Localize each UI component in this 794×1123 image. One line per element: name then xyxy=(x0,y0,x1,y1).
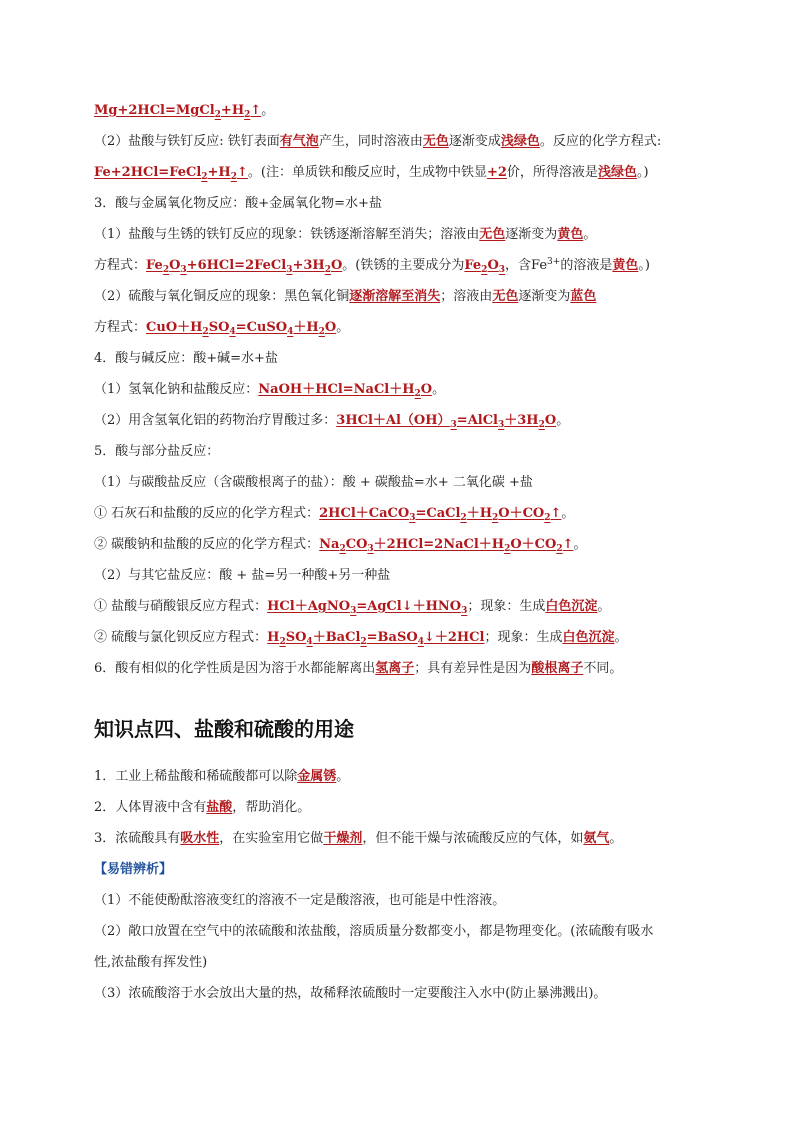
body-text: 。 xyxy=(561,506,575,521)
body-text: 价，所得溶液是 xyxy=(506,165,598,180)
answer-text: 2 xyxy=(414,389,421,399)
body-text: 。 xyxy=(583,227,597,242)
body-text: （3）浓硫酸溶于水会放出大量的热，故稀释浓硫酸时一定要酸注入水中(防止暴沸溅出)。 xyxy=(94,986,607,1001)
answer-text: O xyxy=(169,258,181,273)
body-text: （1）不能使酚酞溶液变红的溶液不一定是酸溶液，也可能是中性溶液。 xyxy=(94,893,506,908)
section-heading: 知识点四、盐酸和硫酸的用途 xyxy=(94,717,354,741)
answer-text: 2 xyxy=(318,327,325,337)
body-text: 。(铁锈的主要成分为 xyxy=(342,258,465,273)
answer-text: Fe xyxy=(464,258,482,273)
body-text: 的溶液是 xyxy=(560,258,613,273)
body-text: 。(注：单质铁和酸反应时，生成物中铁显 xyxy=(247,165,487,180)
text-line xyxy=(94,318,714,338)
answer-text: 3 xyxy=(350,606,357,616)
answer-text: Mg+2HCl=MgCl xyxy=(94,103,215,118)
body-text: （2）用含氢氧化铝的药物治疗胃酸过多： xyxy=(94,413,337,428)
text-line xyxy=(94,628,714,648)
answer-text: +2 xyxy=(486,165,507,180)
answer-text: 2 xyxy=(481,265,488,275)
answer-text: 2 xyxy=(201,172,208,182)
answer-text: 2 xyxy=(230,172,237,182)
answer-text: ＋2HCl=2NaCl＋H xyxy=(373,537,505,552)
answer-text: =AgCl↓＋HNO xyxy=(356,599,462,614)
answer-text: 2 xyxy=(244,110,251,120)
body-text: 5．酸与部分盐反应： xyxy=(94,444,220,459)
answer-text: 2 xyxy=(538,420,545,430)
body-text: ① 石灰石和盐酸的反应的化学方程式： xyxy=(94,506,320,521)
answer-text: +H xyxy=(220,103,245,118)
answer-text: O xyxy=(487,258,499,273)
body-text: ，但不能干燥与浓硫酸反应的气体，如 xyxy=(362,831,584,846)
body-text: ；具有差异性是因为 xyxy=(414,661,532,676)
answer-text: 氨气 xyxy=(583,831,610,846)
answer-text: =AlCl xyxy=(456,413,498,428)
body-text: 。反应的化学方程式: xyxy=(539,134,662,149)
text-line xyxy=(94,891,714,911)
answer-text: 浅绿色 xyxy=(597,165,637,180)
answer-text: 2 xyxy=(214,110,221,120)
answer-text: O xyxy=(544,413,557,428)
body-text: 。 xyxy=(614,630,628,645)
answer-text: CuO＋H xyxy=(146,320,203,335)
answer-text: 3 xyxy=(367,544,374,554)
answer-text: Na xyxy=(319,537,340,552)
text-line xyxy=(94,194,714,214)
answer-text: ＋H xyxy=(293,320,319,335)
answer-text: CO xyxy=(345,537,368,552)
answer-text: Fe+2HCl=FeCl xyxy=(94,165,202,180)
body-text: 性,浓盐酸有挥发性) xyxy=(94,955,208,970)
text-line xyxy=(94,597,714,617)
answer-text: 4 xyxy=(306,637,313,647)
body-text: 。 xyxy=(609,831,623,846)
text-line xyxy=(94,504,714,524)
text-line xyxy=(94,566,714,586)
body-text: ② 碳酸钠和盐酸的反应的化学方程式： xyxy=(94,537,320,552)
body-text: 6．酸有相似的化学性质是因为溶于水都能解离出 xyxy=(94,661,376,676)
text-line xyxy=(94,984,714,1004)
answer-text: 3HCl＋Al（OH） xyxy=(336,413,451,428)
body-text: 逐渐变为 xyxy=(518,289,571,304)
text-line xyxy=(94,225,714,245)
answer-text: 3 xyxy=(498,265,506,275)
answer-text: 无色 xyxy=(492,289,519,304)
body-text: （1）盐酸与生锈的铁钉反应的现象：铁锈逐渐溶解至消失；溶液由 xyxy=(94,227,480,242)
body-text: 。 xyxy=(573,537,587,552)
answer-text: H xyxy=(267,630,280,645)
answer-text: ↓＋2HCl xyxy=(423,630,485,645)
text-line xyxy=(94,659,714,679)
answer-text: 金属锈 xyxy=(297,769,337,784)
body-text: 。 xyxy=(336,320,350,335)
body-text: 2．人体胃液中含有 xyxy=(94,800,207,815)
body-text: （1）与碳酸盐反应（含碳酸根离子的盐）：酸 + 碳酸盐=水+ 二氧化碳 +盐 xyxy=(94,475,533,490)
answer-text: O xyxy=(324,320,337,335)
text-line xyxy=(94,411,714,431)
answer-text: O xyxy=(330,258,343,273)
text-line xyxy=(94,101,714,121)
answer-text: 逐渐溶解至消失 xyxy=(349,289,441,304)
answer-text: =CaCl xyxy=(415,506,461,521)
answer-text: 黄色 xyxy=(612,258,639,273)
body-text: 4．酸与碱反应：酸+碱=水+盐 xyxy=(94,351,278,366)
answer-text: 2 xyxy=(504,544,511,554)
answer-text: 2 xyxy=(202,327,209,337)
body-text: ；溶液由 xyxy=(440,289,493,304)
text-line xyxy=(94,287,714,307)
answer-text: 黄色 xyxy=(557,227,584,242)
answer-text: 3 xyxy=(461,606,468,616)
answer-text: +6HCl=2FeCl xyxy=(186,258,287,273)
text-line xyxy=(94,953,714,973)
answer-text: 2 xyxy=(279,637,286,647)
body-text: 。 xyxy=(556,413,570,428)
answer-text: Fe xyxy=(146,258,163,273)
answer-text: 无色 xyxy=(479,227,506,242)
body-text: 逐渐变成 xyxy=(448,134,501,149)
body-text: ；现象：生成 xyxy=(467,599,546,614)
answer-text: 4 xyxy=(417,637,424,647)
text-line xyxy=(94,163,714,183)
answer-text: 3 xyxy=(286,265,293,275)
answer-text: ↑ xyxy=(250,103,262,118)
body-text: 【易错辨析】 xyxy=(94,862,173,877)
body-text: 3．浓硫酸具有 xyxy=(94,831,181,846)
answer-text: 2HCl＋CaCO xyxy=(319,506,410,521)
answer-text: NaOH＋HCl=NaCl＋H xyxy=(258,382,415,397)
answer-text: 干燥剂 xyxy=(323,831,363,846)
text-line xyxy=(94,473,714,493)
answer-text: 蓝色 xyxy=(570,289,597,304)
answer-text: 4 xyxy=(229,327,236,337)
answer-text: ＋3H xyxy=(504,413,539,428)
answer-text: 2 xyxy=(460,513,467,523)
answer-text: 3 xyxy=(498,420,505,430)
body-text: 3．酸与金属氧化物反应：酸+金属氧化物=水+盐 xyxy=(94,196,382,211)
answer-text: 3 xyxy=(450,420,457,430)
body-text: （2）敞口放置在空气中的浓硫酸和浓盐酸，溶质质量分数都变小，都是物理变化。(浓硫酸有吸水 xyxy=(94,924,654,939)
body-text: 产生，同时溶液由 xyxy=(318,134,423,149)
answer-text: 白色沉淀 xyxy=(562,630,615,645)
answer-text: 2 xyxy=(556,544,563,554)
answer-text: +H xyxy=(207,165,231,180)
answer-text: 3 xyxy=(180,265,187,275)
body-text: （2）盐酸与铁钉反应: 铁钉表面 xyxy=(94,134,280,149)
answer-text: ↑ xyxy=(236,165,248,180)
body-text: 。 xyxy=(336,769,350,784)
answer-text: SO xyxy=(285,630,307,645)
answer-text: ↑ xyxy=(562,537,574,552)
answer-text: 无色 xyxy=(422,134,449,149)
body-text: ，含Fe xyxy=(505,258,548,273)
text-line xyxy=(94,349,714,369)
answer-text: 白色沉淀 xyxy=(545,599,598,614)
body-text: （2）硫酸与氧化铜反应的现象：黑色氧化铜 xyxy=(94,289,350,304)
text-line xyxy=(94,798,714,818)
answer-text: ↑ xyxy=(550,506,562,521)
answer-text: 有气泡 xyxy=(279,134,319,149)
body-text: ；现象：生成 xyxy=(484,630,563,645)
body-text: 逐渐变为 xyxy=(505,227,558,242)
body-text: 1．工业上稀盐酸和稀硫酸都可以除 xyxy=(94,769,298,784)
section-tag xyxy=(94,860,714,880)
text-line xyxy=(94,829,714,849)
text-line xyxy=(94,380,714,400)
answer-text: 3 xyxy=(409,513,416,523)
answer-text: 盐酸 xyxy=(206,800,233,815)
body-text: ① 盐酸与硝酸银反应方程式： xyxy=(94,599,268,614)
body-text: 。) xyxy=(636,165,649,180)
answer-text: 2 xyxy=(360,637,367,647)
body-text: 。) xyxy=(638,258,650,273)
text-line xyxy=(94,442,714,462)
body-text: 。 xyxy=(432,382,446,397)
body-text: 。 xyxy=(261,103,275,118)
answer-text: 酸根离子 xyxy=(531,661,584,676)
answer-text: O＋CO xyxy=(498,506,545,521)
answer-text: HCl＋AgNO xyxy=(267,599,351,614)
body-text: 不同。 xyxy=(583,661,623,676)
answer-text: +3H xyxy=(292,258,325,273)
body-text: 3+ xyxy=(547,257,561,267)
answer-text: ＋H xyxy=(466,506,492,521)
text-line xyxy=(94,767,714,787)
answer-text: O＋CO xyxy=(510,537,557,552)
answer-text: 氢离子 xyxy=(375,661,415,676)
body-text: （2）与其它盐反应：酸 + 盐=另一种酸+另一种盐 xyxy=(94,568,391,583)
answer-text: 2 xyxy=(544,513,551,523)
answer-text: O xyxy=(420,382,433,397)
answer-text: 浅绿色 xyxy=(500,134,540,149)
body-text: ，在实验室用它做 xyxy=(219,831,324,846)
body-text: ，帮助消化。 xyxy=(232,800,311,815)
answer-text: 吸水性 xyxy=(180,831,220,846)
body-text: 方程式： xyxy=(94,258,147,273)
body-text: 。 xyxy=(597,599,611,614)
answer-text: 4 xyxy=(287,327,294,337)
text-line xyxy=(94,922,714,942)
body-text: ② 硫酸与氯化钡反应方程式： xyxy=(94,630,268,645)
answer-text: 2 xyxy=(339,544,346,554)
answer-text: 2 xyxy=(324,265,331,275)
body-text: 方程式： xyxy=(94,320,147,335)
text-line xyxy=(94,132,714,152)
answer-text: =BaSO xyxy=(366,630,418,645)
answer-text: ＋BaCl xyxy=(312,630,361,645)
answer-text: =CuSO xyxy=(235,320,288,335)
answer-text: SO xyxy=(208,320,230,335)
answer-text: 2 xyxy=(491,513,499,523)
text-line xyxy=(94,256,714,276)
answer-text: 2 xyxy=(162,265,170,275)
text-line xyxy=(94,535,714,555)
body-text: （1）氢氧化钠和盐酸反应： xyxy=(94,382,259,397)
